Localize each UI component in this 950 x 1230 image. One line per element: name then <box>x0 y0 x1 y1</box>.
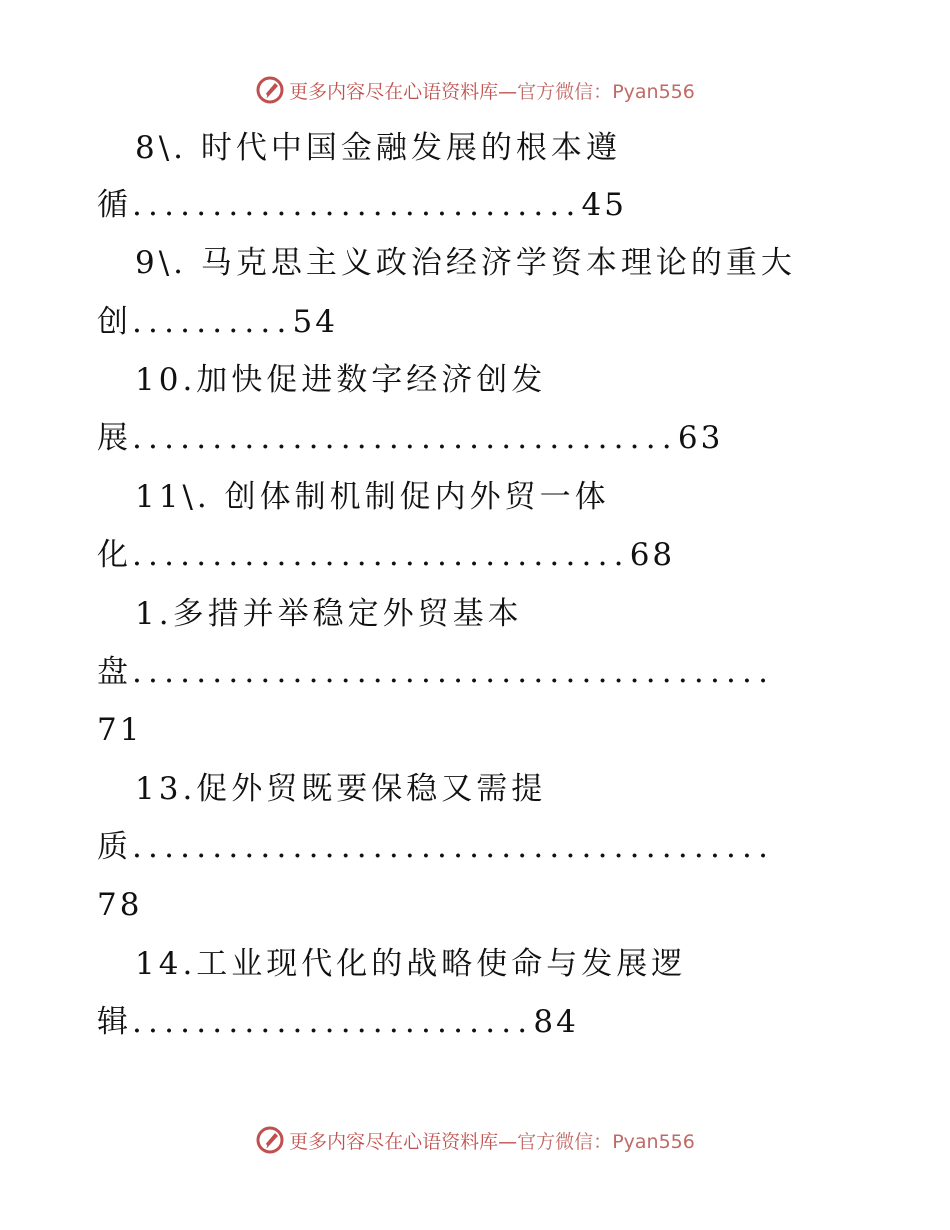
toc-entry-lead-char: 辑 <box>97 1004 132 1040</box>
banner-dash: — <box>498 1130 518 1153</box>
toc-entry-leader <box>97 302 338 342</box>
toc-entry-dots: ......................... <box>132 1004 534 1040</box>
toc-entry-lead-char: 循 <box>97 187 132 223</box>
toc-entry-page-number: 71 <box>97 712 143 748</box>
banner-wechat-label: 官方微信： <box>517 80 613 103</box>
toc-entry-dots: .......... <box>132 304 293 340</box>
toc-entry-leader <box>97 827 774 867</box>
toc-entry-title: 8\. 时代中国金融发展的根本遵 <box>135 130 621 166</box>
toc-entry-title: 1.多措并举稳定外贸基本 <box>135 596 523 632</box>
toc-entry-dots: ........................................ <box>132 829 775 865</box>
toc-entry-page-number: 84 <box>533 1004 579 1040</box>
toc-entry-dots: ........................................ <box>132 654 775 690</box>
toc-entry-lead-char: 盘 <box>97 654 132 690</box>
toc-entry-leader <box>97 185 627 225</box>
toc-entry-title: 10.加快促进数字经济创发 <box>135 362 547 398</box>
footer-banner <box>0 1120 950 1160</box>
toc-entry-page-number: 68 <box>629 537 676 573</box>
pen-logo-icon <box>255 1125 285 1155</box>
toc-entry-dots: ............................... <box>132 537 630 573</box>
toc-entry-leader <box>97 418 723 458</box>
banner-dash: — <box>498 80 518 103</box>
toc-entry-lead-char: 创 <box>97 304 132 340</box>
toc-entry-dots: ............................ <box>132 187 582 223</box>
toc-entry-title: 14.工业现代化的战略使命与发展逻 <box>135 946 687 982</box>
toc-entry-leader <box>97 1002 579 1042</box>
banner-wechat-id: Pyan556 <box>612 1130 695 1153</box>
toc-entry-dots: .................................. <box>132 420 678 456</box>
toc-entry-page-number: 63 <box>677 420 724 456</box>
toc-entry-title: 9\. 马克思主义政治经济学资本理论的重大 <box>135 245 796 281</box>
banner-wechat-id: Pyan556 <box>612 80 695 103</box>
banner-wechat-label: 官方微信： <box>517 1130 613 1153</box>
toc-entry-title: 11\. 创体制机制促内外贸一体 <box>135 479 610 515</box>
toc-entry-lead-char: 质 <box>97 829 132 865</box>
toc-entry-title: 13.促外贸既要保稳又需提 <box>135 771 547 807</box>
toc-entry-leader <box>97 652 774 692</box>
banner-brand-text: 更多内容尽在心语资料库 <box>289 1130 499 1153</box>
toc-entry-lead-char: 展 <box>97 420 132 456</box>
toc-entry-page-number: 45 <box>581 187 627 223</box>
banner-brand-text: 更多内容尽在心语资料库 <box>289 80 499 103</box>
toc-entry-page-number: 54 <box>292 304 338 340</box>
toc-entry-page-number: 78 <box>97 887 143 923</box>
toc-entry-lead-char: 化 <box>97 537 132 573</box>
toc-entry-leader <box>97 535 675 575</box>
